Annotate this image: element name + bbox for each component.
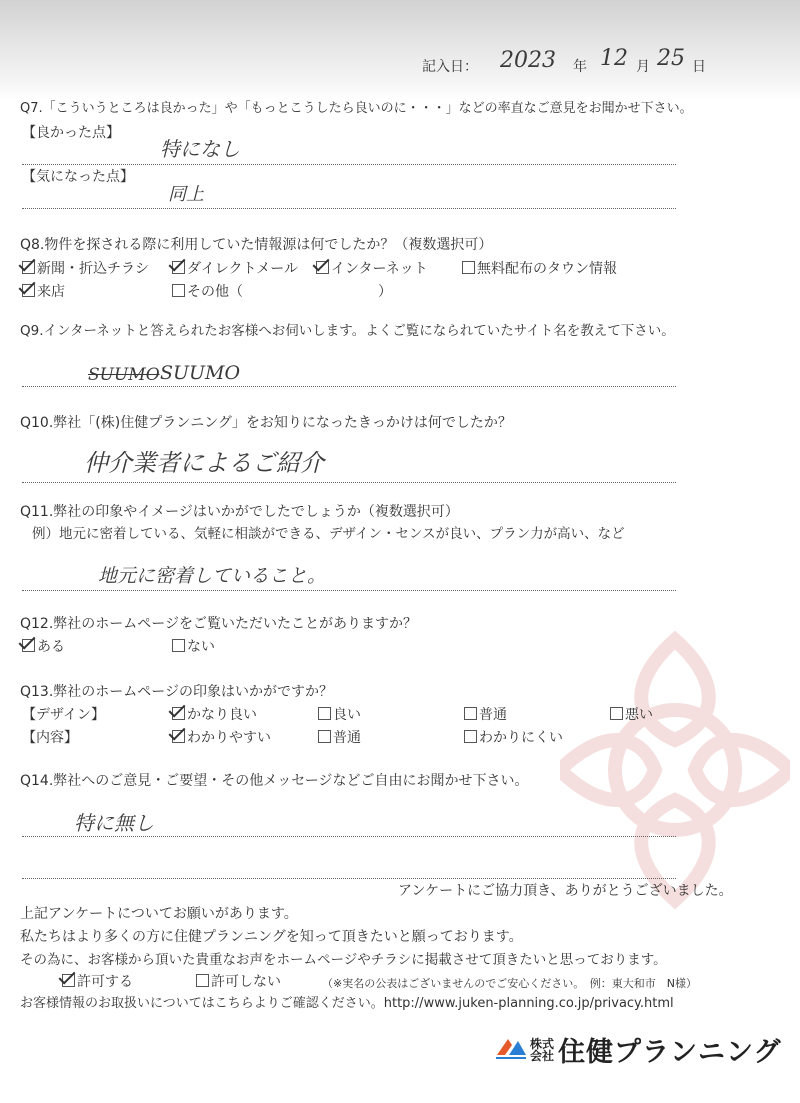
q7-question: Q7.「こういうところは良かった」や「もっとこうしたら良いのに・・・」などの率直なご意見をお聞かせ下さい。: [20, 101, 693, 116]
q13-content-unclear[interactable]: わかりにくい: [464, 729, 563, 747]
checkbox-icon[interactable]: [318, 707, 331, 720]
checkbox-checked-icon[interactable]: [22, 639, 35, 652]
entry-month-unit: 月: [636, 59, 650, 75]
q13-design-label: 【デザイン】: [22, 707, 106, 723]
entry-date-label: 記入日：: [422, 59, 478, 75]
logo-mark-icon: [494, 1033, 528, 1067]
request-line-1: 上記アンケートについてお願いがあります。: [20, 906, 298, 922]
checkbox-icon[interactable]: [464, 707, 477, 720]
checkbox-icon[interactable]: [318, 730, 331, 743]
request-line-3: その為に、お客様から頂いた貴重なお声をホームページやチラシに掲載させて頂きたいと思っております。: [20, 952, 667, 968]
q12-question: Q12.弊社のホームページをご覧いただいたことがありますか？: [20, 616, 418, 632]
entry-year: 2023: [500, 48, 556, 73]
entry-day: 25: [657, 46, 685, 71]
company-logo: [494, 1030, 781, 1069]
checkbox-checked-icon[interactable]: [172, 261, 185, 274]
checkbox-checked-icon[interactable]: [172, 707, 185, 720]
q13-design-average[interactable]: 普通: [464, 706, 507, 724]
anonymity-note: （※実名の公表はございませんのでご安心ください。 例：東大和市 N様）: [322, 977, 697, 990]
q8-option-visit[interactable]: 来店: [22, 283, 65, 301]
q13-content-average[interactable]: 普通: [318, 729, 361, 747]
checkbox-icon[interactable]: [172, 284, 185, 297]
q13-content-clear[interactable]: わかりやすい: [172, 729, 271, 747]
q11-answer: 地元に密着していること。: [98, 565, 327, 587]
q13-design-very-good[interactable]: かなり良い: [172, 706, 257, 724]
request-line-2: 私たちはより多くの方に住健プランニングを知って頂きたいと願っております。: [20, 929, 523, 945]
q10-line: [22, 482, 676, 483]
checkbox-checked-icon[interactable]: [22, 284, 35, 297]
q14-question: Q14.弊社へのご意見・ご要望・その他メッセージなどご自由にお聞かせ下さい。: [20, 773, 529, 789]
q7-concern-label: 【気になった点】: [22, 169, 134, 185]
checkbox-checked-icon[interactable]: [62, 974, 75, 987]
q12-option-yes[interactable]: ある: [22, 638, 65, 656]
checkbox-icon[interactable]: [196, 974, 209, 987]
q14-answer: 特に無し: [74, 811, 154, 835]
checkbox-icon[interactable]: [610, 707, 623, 720]
q14-line-2: [22, 878, 676, 879]
q8-option-town-info[interactable]: 無料配布のタウン情報: [462, 260, 617, 278]
q10-question: Q10.弊社「(株)住健プランニング」をお知りになったきっかけは何でしたか？: [20, 415, 512, 431]
entry-year-unit: 年: [573, 59, 587, 75]
q13-design-bad[interactable]: 悪い: [610, 706, 653, 724]
q13-question: Q13.弊社のホームページの印象はいかがですか？: [20, 684, 334, 700]
q7-good-label: 【良かった点】: [22, 125, 120, 141]
q9-line: [22, 386, 676, 387]
q7-concern-line: [22, 208, 676, 209]
checkbox-checked-icon[interactable]: [172, 730, 185, 743]
q9-answer: SUUMO: [160, 362, 241, 384]
logo-company-name: 住健プランニング: [558, 1037, 782, 1068]
q9-question: Q9.インターネットと答えられたお客様へお伺いします。よくご覧になられていたサイト名を教えて下さい。: [20, 323, 675, 339]
q13-content-label: 【内容】: [22, 730, 78, 746]
q8-option-newspaper[interactable]: 新聞・折込チラシ: [22, 260, 149, 278]
privacy-line: お客様情報のお取扱いについてはこちらよりご確認ください。http://www.juken-planning.co.jp/privacy.html: [20, 996, 674, 1011]
q11-example: 例）地元に密着している、気軽に相談ができる、デザイン・センスが良い、プラン力が高い、など: [32, 526, 625, 542]
checkbox-icon[interactable]: [462, 261, 475, 274]
q7-concern-answer: 同上: [168, 184, 204, 205]
q14-line-1: [22, 836, 676, 837]
q8-option-internet[interactable]: インターネット: [316, 260, 428, 278]
q11-question: Q11.弊社の印象やイメージはいかがでしたでしょうか（複数選択可）: [20, 504, 459, 520]
logo-corp-label: 株式 会社: [530, 1036, 555, 1063]
permit-yes-option[interactable]: 許可する: [62, 973, 133, 991]
q8-option-other[interactable]: その他（: [172, 283, 243, 301]
q8-option-direct-mail[interactable]: ダイレクトメール: [172, 260, 298, 278]
crest-watermark-icon: [560, 620, 790, 920]
q11-line: [22, 590, 676, 591]
entry-day-unit: 日: [692, 59, 706, 75]
checkbox-checked-icon[interactable]: [22, 261, 35, 274]
checkbox-icon[interactable]: [172, 639, 185, 652]
thanks-message: アンケートにご協力頂き、ありがとうございました。: [398, 883, 733, 899]
q9-crossed-answer: SUUMO: [88, 365, 160, 385]
permit-no-option[interactable]: 許可しない: [196, 973, 281, 991]
q8-question: Q8.物件を探される際に利用していた情報源は何でしたか？（複数選択可）: [20, 237, 493, 253]
checkbox-icon[interactable]: [464, 730, 477, 743]
q7-good-line: [22, 164, 676, 165]
q8-other-close: ）: [378, 284, 392, 300]
checkbox-checked-icon[interactable]: [316, 261, 329, 274]
q13-design-good[interactable]: 良い: [318, 706, 361, 724]
q7-good-answer: 特になし: [160, 137, 240, 161]
q10-answer: 仲介業者によるご紹介: [84, 449, 324, 477]
q12-option-no[interactable]: ない: [172, 638, 215, 656]
entry-month: 12: [600, 46, 628, 71]
